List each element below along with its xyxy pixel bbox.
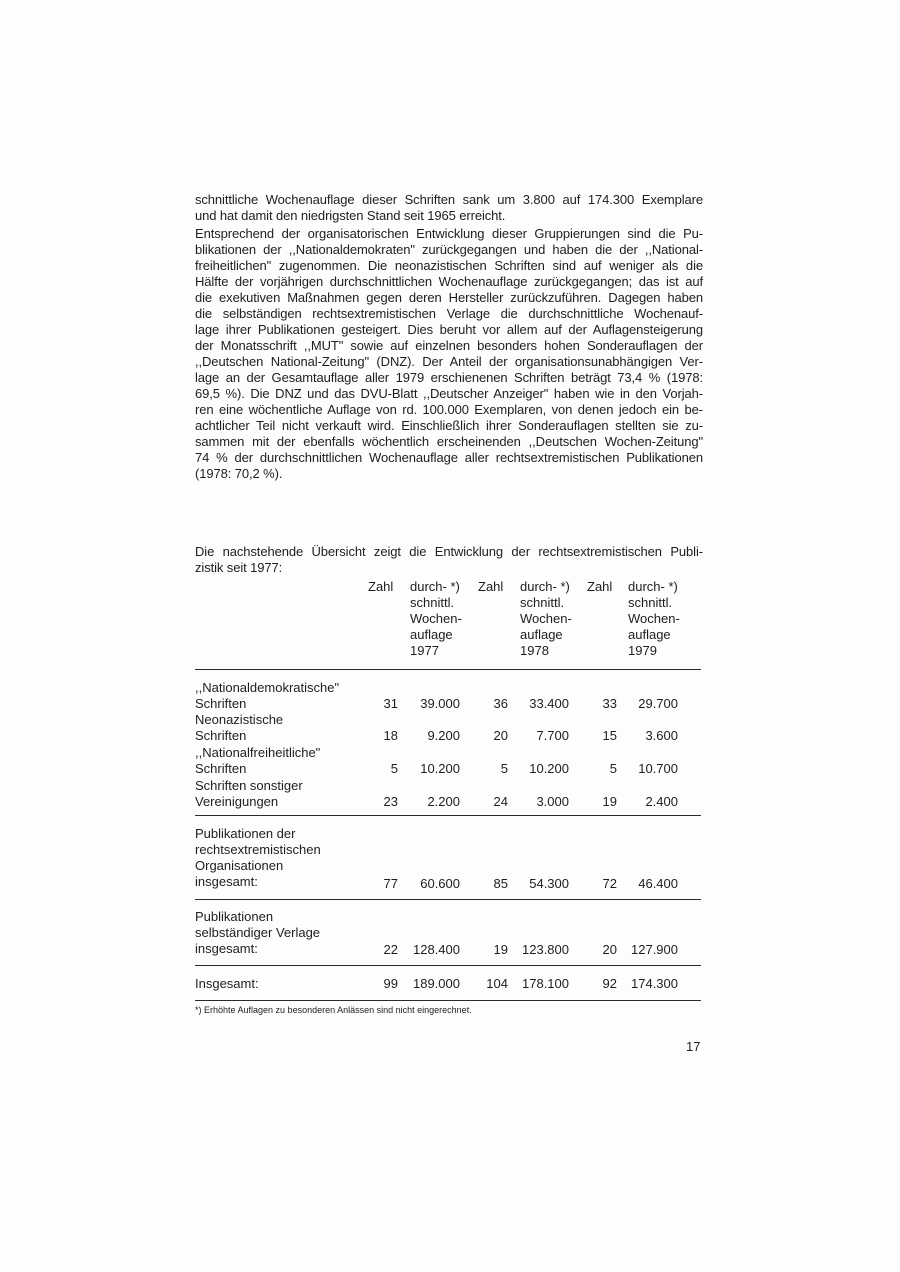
cell-value: 54.300 [529,876,569,891]
cell-value: 2.200 [427,794,460,809]
text-line: 69,5 %). Die DNZ und das DVU-Blatt ,,Deutscher Anzeiger" haben wie in den Vorjah- [195,386,703,401]
text-line: Die nachstehende Übersicht zeigt die Entwicklung der rechtsextremistischen Publi- [195,544,703,559]
cell-value: 189.000 [413,976,460,991]
cell-value: 123.800 [522,942,569,957]
cell-value: 19 [493,942,508,957]
table-rule [195,899,701,900]
cell-value: 60.600 [420,876,460,891]
cell-value: 5 [500,761,508,776]
cell-value: 104 [486,976,508,991]
text-line: lage ihrer Publikationen gesteigert. Dies beruht vor allem auf der Auflagensteigerung [195,322,703,337]
text-line: ren eine wöchentliche Auflage von rd. 100.000 Exemplaren, von denen jedoch ein be- [195,402,703,417]
text-line: ,,Deutschen National-Zeitung" (DNZ). Der Anteil der organisationsunabhängigen Ver- [195,354,703,369]
cell-value: 10.200 [420,761,460,776]
row-label: Publikationen der rechtsextremistischen Organisationen insgesamt: [195,826,321,889]
row-label: Insgesamt: [195,976,259,991]
paragraph-2 [195,226,703,482]
text-line: und hat damit den niedrigsten Stand seit 1965 erreicht. [195,208,506,223]
text-line: blikationen der ,,Nationaldemokraten" zurückgegangen und haben die der ,,National- [195,242,703,257]
cell-value: 36 [493,696,508,711]
cell-value: 3.600 [645,728,678,743]
table-intro [195,544,703,576]
row-label: Publikationen selbständiger Verlage insgesamt: [195,909,321,956]
cell-value: 15 [602,728,617,743]
text-line: zistik seit 1977: [195,560,283,575]
cell-value: 20 [493,728,508,743]
footnote: *) Erhöhte Auflagen zu besonderen Anlässen sind nicht eingerechnet. [195,1005,472,1015]
cell-value: 22 [383,942,398,957]
page-number: 17 [686,1039,701,1054]
text-line: der Monatsschrift ,,MUT" sowie auf einzelnen besonders hohen Sonderauflagen der [195,338,703,353]
text-line: freiheitlichen" zugenommen. Die neonazistischen Schriften sind auf weniger als die [195,258,703,273]
cell-value: 29.700 [638,696,678,711]
cell-value: 3.000 [536,794,569,809]
text-line: die exekutiven Maßnahmen gegen deren Hersteller zurückzuführen. Dagegen haben [195,290,703,305]
cell-value: 99 [383,976,398,991]
cell-value: 7.700 [536,728,569,743]
cell-value: 85 [493,876,508,891]
cell-value: 72 [602,876,617,891]
text-line: die selbständigen rechtsextremistischen Verlage die durchschnittliche Wochenauf- [195,306,703,321]
cell-value: 5 [390,761,398,776]
text-line: sammen mit der ebenfalls wöchentlich erscheinenden ,,Deutschen Wochen-Zeitung" [195,434,703,449]
cell-value: 24 [493,794,508,809]
cell-value: 33 [602,696,617,711]
table-rule [195,1000,701,1001]
cell-value: 46.400 [638,876,678,891]
text-line: (1978: 70,2 %). [195,466,283,481]
header-zahl-1977: Zahl [368,579,394,594]
cell-value: 5 [609,761,617,776]
row-label: Schriften sonstiger Vereinigungen [195,778,303,809]
text-line: Hälfte der vorjährigen durchschnittlichen Wochenauflage zurückgegangen; das ist auf [195,274,703,289]
header-avg-1977: durch- *) schnittl. Wochen- auflage 1977 [410,579,462,658]
header-zahl-1978: Zahl [478,579,504,594]
cell-value: 39.000 [420,696,460,711]
cell-value: 10.200 [529,761,569,776]
cell-value: 128.400 [413,942,460,957]
text-line: Entsprechend der organisatorischen Entwicklung dieser Gruppierungen sind die Pu- [195,226,703,241]
paragraph-1 [195,192,703,224]
table-rule [195,669,701,670]
cell-value: 174.300 [631,976,678,991]
row-label: ,,Nationaldemokratische" Schriften [195,680,340,711]
cell-value: 33.400 [529,696,569,711]
cell-value: 18 [383,728,398,743]
cell-value: 9.200 [427,728,460,743]
cell-value: 77 [383,876,398,891]
cell-value: 178.100 [522,976,569,991]
row-label: ,,Nationalfreiheitliche" Schriften [195,745,321,776]
text-line: schnittliche Wochenauflage dieser Schriften sank um 3.800 auf 174.300 Exemplare [195,192,703,207]
cell-value: 19 [602,794,617,809]
cell-value: 127.900 [631,942,678,957]
table-rule [195,965,701,966]
cell-value: 2.400 [645,794,678,809]
text-line: 74 % der durchschnittlichen Wochenauflage aller rechtsextremistischen Publikationen [195,450,703,465]
header-zahl-1979: Zahl [587,579,613,594]
header-avg-1979: durch- *) schnittl. Wochen- auflage 1979 [628,579,680,658]
text-line: lage an der Gesamtauflage aller 1979 erschienenen Schriften beträgt 73,4 % (1978: [195,370,703,385]
cell-value: 92 [602,976,617,991]
row-label: Neonazistische Schriften [195,712,284,743]
table-rule [195,815,701,816]
cell-value: 20 [602,942,617,957]
cell-value: 31 [383,696,398,711]
header-avg-1978: durch- *) schnittl. Wochen- auflage 1978 [520,579,572,658]
cell-value: 10.700 [638,761,678,776]
text-line: achtlicher Teil nicht verkauft wird. Einschließlich ihrer Sonderauflagen stellten sie zu- [195,418,703,433]
cell-value: 23 [383,794,398,809]
